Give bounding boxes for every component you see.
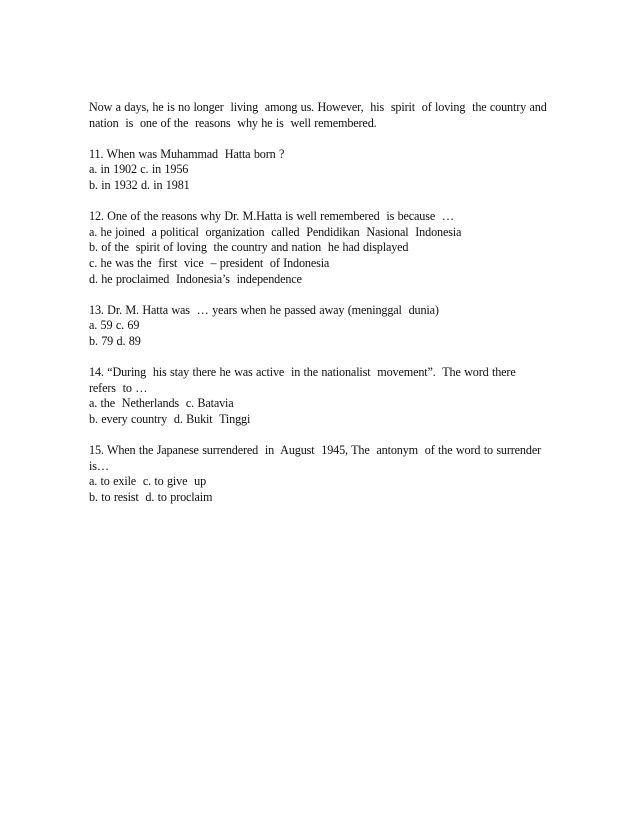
answer-option: d. he proclaimed Indonesia’s independence [89,271,302,286]
question-12 [89,209,559,287]
answer-options: b. to resist d. to proclaim [89,489,213,504]
answer-option: a. he joined a political organization called Pendidikan Nasional Indonesia [89,224,462,239]
question-text: 12. One of the reasons why Dr. M.Hatta is well remembered is because … [89,209,454,224]
question-text: 11. When was Muhammad Hatta born ? [89,146,285,161]
question-text: 14. “During his stay there he was active in the nationalist movement”. The word there [89,365,516,380]
answer-options: b. 79 d. 89 [89,333,141,348]
answer-options: b. every country d. Bukit Tinggi [89,411,251,426]
answer-option: c. he was the first vice – president of Indonesia [89,255,330,270]
question-11 [89,147,559,194]
question-text: 13. Dr. M. Hatta was … years when he passed away (meninggal dunia) [89,302,439,317]
answer-options: a. in 1902 c. in 1956 [89,162,189,177]
question-text: refers to … [89,380,148,395]
document-content [89,100,559,521]
intro-line: Now a days, he is no longer living among us. However, his spirit of loving the country and [89,100,547,114]
answer-options: b. in 1932 d. in 1981 [89,177,190,192]
answer-options: a. to exile c. to give up [89,474,207,489]
intro-line: nation is one of the reasons why he is well remembered. [89,115,377,130]
question-15 [89,443,559,505]
question-text: 15. When the Japanese surrendered in August 1945, The antonym of the word to surrender [89,443,541,458]
question-text: is… [89,458,109,473]
answer-options: a. the Netherlands c. Batavia [89,396,234,411]
answer-option: b. of the spirit of loving the country and nation he had displayed [89,240,409,255]
answer-options: a. 59 c. 69 [89,318,140,333]
intro-paragraph [89,100,559,131]
question-14 [89,365,559,427]
question-13 [89,303,559,350]
